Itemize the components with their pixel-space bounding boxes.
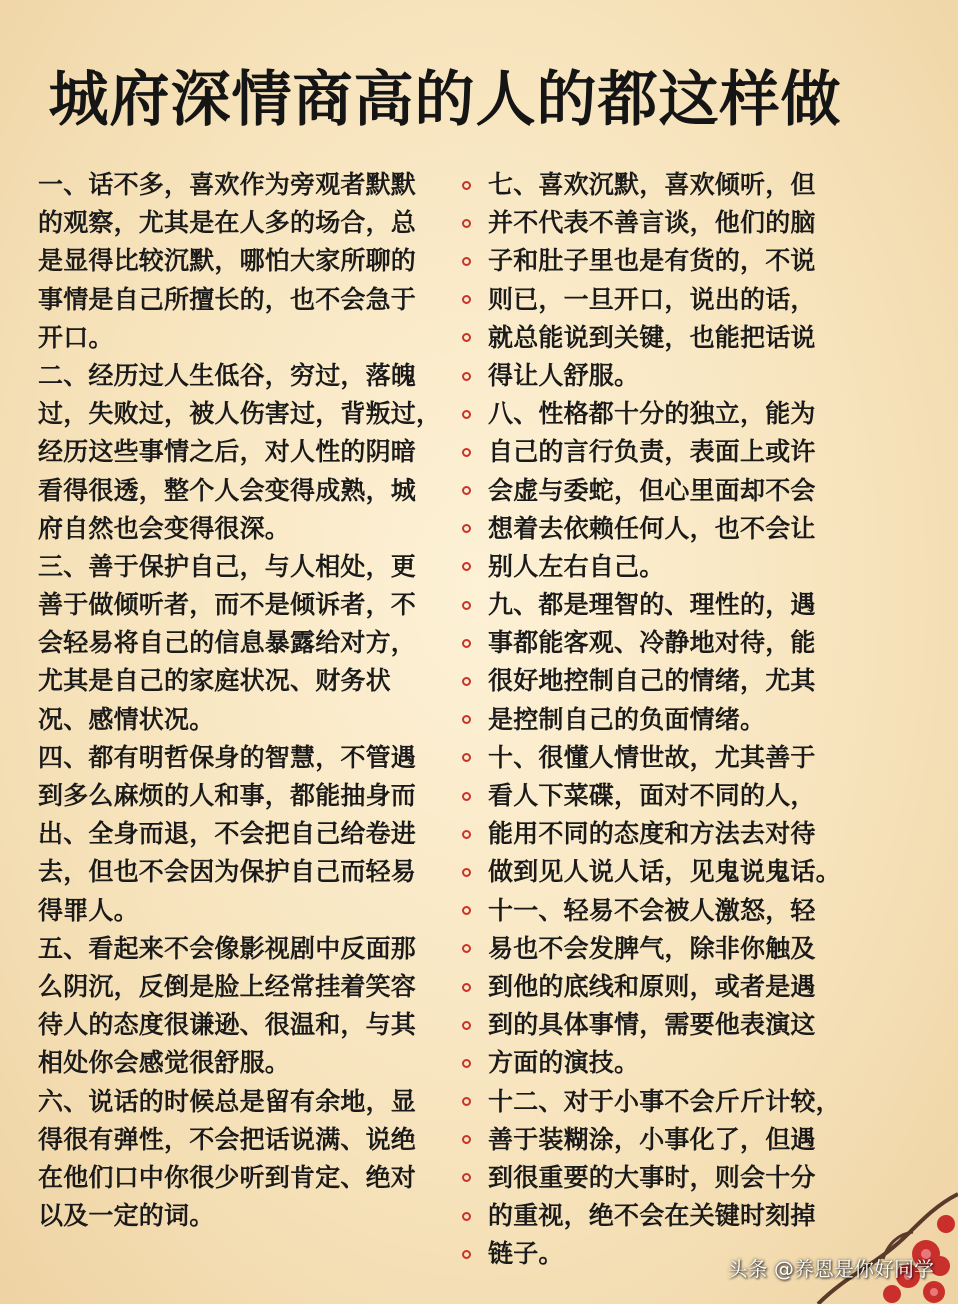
text-line: 去，但也不会因为保护自己而轻易 bbox=[38, 857, 417, 887]
text-line: 况、感情状况。 bbox=[38, 704, 215, 734]
text-line: 开口。 bbox=[38, 322, 114, 352]
text-line: 事情是自己所擅长的，也不会急于 bbox=[38, 284, 417, 314]
text-line: 看人下菜碟，面对不同的人， bbox=[488, 781, 816, 810]
text-line: 就总能说到关键，也能把话说 bbox=[488, 322, 816, 352]
text-line: 在他们口中你很少听到肯定、绝对 bbox=[38, 1162, 417, 1192]
dot-divider bbox=[459, 166, 473, 1273]
watermark: 头条 @养恩是你好同学 bbox=[727, 1257, 934, 1281]
text-line: 得很有弹性，不会把话说满、说绝 bbox=[38, 1124, 417, 1154]
text-line: 得让人舒服。 bbox=[488, 360, 640, 390]
divider-dot bbox=[459, 319, 473, 357]
divider-dot bbox=[459, 242, 473, 280]
text-line: 方面的演技。 bbox=[488, 1048, 640, 1078]
text-line: 看得很透，整个人会变得成熟，城 bbox=[38, 475, 417, 505]
text-line: 四、都有明哲保身的智慧，不管遇 bbox=[38, 742, 417, 772]
text-line: 七、喜欢沉默，喜欢倾听，但 bbox=[488, 170, 816, 199]
text-line: 八、性格都十分的独立，能为 bbox=[488, 399, 816, 429]
divider-dot bbox=[459, 433, 473, 471]
text-line: 能用不同的态度和方法去对待 bbox=[488, 819, 816, 849]
divider-dot bbox=[459, 166, 473, 204]
text-line: 十一、轻易不会被人激怒，轻 bbox=[488, 895, 816, 925]
text-line: 做到见人说人话，见鬼说鬼话。 bbox=[488, 857, 841, 887]
text-line: 是控制自己的负面情绪。 bbox=[488, 704, 766, 734]
text-line: 是显得比较沉默，哪怕大家所聊的 bbox=[38, 246, 417, 276]
text-line: 善于装糊涂，小事化了，但遇 bbox=[488, 1124, 816, 1154]
text-line: 的观察，尤其是在人多的场合，总 bbox=[38, 208, 417, 238]
text-line: 待人的态度很谦逊、很温和，与其 bbox=[38, 1010, 417, 1040]
text-line: 十二、对于小事不会斤斤计较， bbox=[488, 1086, 841, 1116]
divider-dot bbox=[459, 1006, 473, 1044]
text-line: 三、善于保护自己，与人相处，更 bbox=[38, 551, 417, 581]
text-line: 十、很懂人情世故，尤其善于 bbox=[488, 742, 816, 772]
text-line: 出、全身而退，不会把自己给卷进 bbox=[38, 819, 417, 849]
page-title: 城府深情商高的人的都这样做 bbox=[48, 65, 842, 135]
divider-dot bbox=[459, 1083, 473, 1121]
divider-dot bbox=[459, 472, 473, 510]
divider-dot bbox=[459, 624, 473, 662]
text-line: 自己的言行负责，表面上或许 bbox=[488, 437, 816, 467]
divider-dot bbox=[459, 1159, 473, 1197]
divider-dot bbox=[459, 662, 473, 700]
divider-dot bbox=[459, 1235, 473, 1273]
text-line: 到多么麻烦的人和事，都能抽身而 bbox=[38, 781, 417, 810]
text-line: 的重视，绝不会在关键时刻掉 bbox=[488, 1201, 816, 1231]
text-line: 则已，一旦开口，说出的话， bbox=[488, 284, 816, 314]
text-line: 并不代表不善言谈，他们的脑 bbox=[488, 208, 816, 238]
divider-dot bbox=[459, 853, 473, 891]
divider-dot bbox=[459, 968, 473, 1006]
text-line: 事都能客观、冷静地对待，能 bbox=[488, 628, 816, 658]
text-line: 会轻易将自己的信息暴露给对方， bbox=[38, 628, 417, 658]
divider-dot bbox=[459, 1044, 473, 1082]
text-line: 得罪人。 bbox=[38, 895, 139, 925]
text-line: 很好地控制自己的情绪，尤其 bbox=[488, 666, 816, 696]
divider-dot bbox=[459, 701, 473, 739]
divider-dot bbox=[459, 739, 473, 777]
text-line: 到他的底线和原则，或者是遇 bbox=[488, 971, 816, 1001]
text-line: 六、说话的时候总是留有余地，显 bbox=[38, 1086, 417, 1116]
divider-dot bbox=[459, 281, 473, 319]
divider-dot bbox=[459, 815, 473, 853]
text-line: 一、话不多，喜欢作为旁观者默默 bbox=[38, 170, 417, 199]
right-text-column bbox=[488, 166, 843, 1273]
text-line: 五、看起来不会像影视剧中反面那 bbox=[38, 933, 417, 963]
divider-dot bbox=[459, 1121, 473, 1159]
divider-dot bbox=[459, 395, 473, 433]
text-line: 尤其是自己的家庭状况、财务状 bbox=[38, 666, 391, 696]
text-line: 别人左右自己。 bbox=[488, 551, 665, 581]
text-line: 链子。 bbox=[488, 1239, 564, 1269]
divider-dot bbox=[459, 357, 473, 395]
text-line: 想着去依赖任何人，也不会让 bbox=[488, 513, 816, 543]
text-line: 会虚与委蛇，但心里面却不会 bbox=[488, 475, 816, 505]
text-line: 相处你会感觉很舒服。 bbox=[38, 1048, 291, 1078]
divider-dot bbox=[459, 548, 473, 586]
text-line: 么阴沉，反倒是脸上经常挂着笑容 bbox=[38, 971, 417, 1001]
text-line: 善于做倾听者，而不是倾诉者，不 bbox=[38, 590, 417, 620]
text-line: 易也不会发脾气，除非你触及 bbox=[488, 933, 816, 963]
text-line: 过，失败过，被人伤害过，背叛过， bbox=[38, 399, 442, 429]
divider-dot bbox=[459, 204, 473, 242]
text-line: 子和肚子里也是有货的，不说 bbox=[488, 246, 816, 276]
text-line: 以及一定的词。 bbox=[38, 1201, 215, 1231]
divider-dot bbox=[459, 777, 473, 815]
text-line: 到很重要的大事时，则会十分 bbox=[488, 1162, 816, 1192]
divider-dot bbox=[459, 586, 473, 624]
divider-dot bbox=[459, 930, 473, 968]
text-line: 府自然也会变得很深。 bbox=[38, 513, 291, 543]
divider-dot bbox=[459, 892, 473, 930]
text-line: 到的具体事情，需要他表演这 bbox=[488, 1010, 816, 1040]
divider-dot bbox=[459, 510, 473, 548]
left-text-column bbox=[38, 166, 443, 1235]
text-line: 经历这些事情之后，对人性的阴暗 bbox=[38, 437, 417, 467]
text-line: 九、都是理智的、理性的，遇 bbox=[488, 590, 816, 620]
divider-dot bbox=[459, 1197, 473, 1235]
text-line: 二、经历过人生低谷，穷过，落魄 bbox=[38, 360, 417, 390]
